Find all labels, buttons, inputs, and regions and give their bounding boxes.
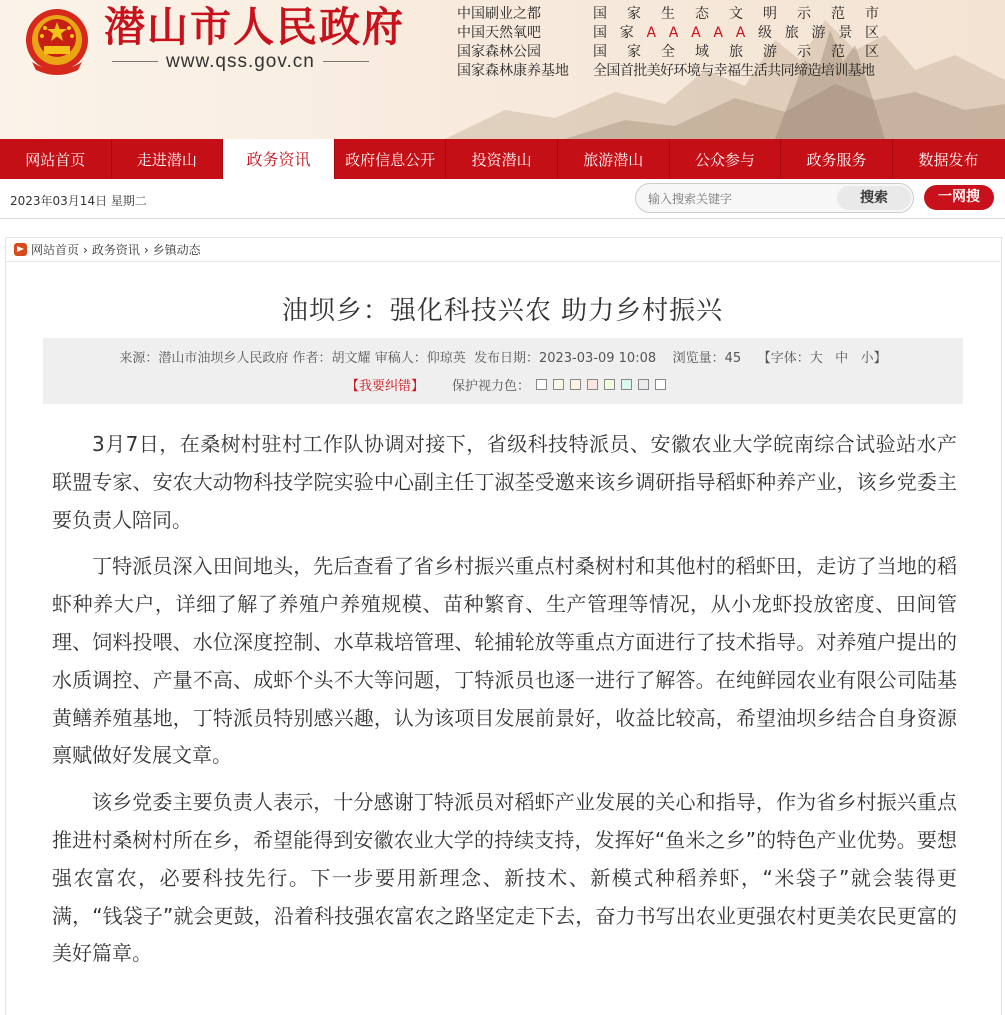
home-arrow-icon xyxy=(14,243,27,256)
honor-right xyxy=(593,43,879,62)
article-paragraph: 丁特派员深入田间地头，先后查看了省乡村振兴重点村桑树村和其他村的稻虾田，走访了当地的稻虾种养大户，详细了解了养殖户养殖规模、苗种繁育、生产管理等情况，从小龙虾投放密度、田间管理、饲料投喂、水位深度控制、水草栽培管理、轮捕轮放等重点方面进行了技术指导。对养殖户提出的水质调控、产量不高、成虾个头不大等问题，丁特派员也逐一进行了解答。在纯鲜园农业有限公司陆基黄鳝养殖基地，丁特派员特别感兴趣，认为该项目发展前景好，收益比较高，希望油坝乡结合自身资源禀赋做好发展文章。 xyxy=(52,554,957,768)
honor-char: 示 xyxy=(797,44,811,60)
eye-color-swatch[interactable] xyxy=(536,379,547,390)
honor-char: 景 xyxy=(838,25,853,41)
font-size-label: 【字体： xyxy=(757,351,810,366)
honor-char: 态 xyxy=(695,6,709,22)
honor-char: 家 xyxy=(627,44,641,60)
breadcrumb-home[interactable]: 网站首页 xyxy=(31,243,80,257)
honor-char: 游 xyxy=(763,44,777,60)
nav-item-data[interactable]: 数据发布 xyxy=(918,151,979,169)
honors-row xyxy=(457,43,879,62)
honor-char: A xyxy=(646,25,657,41)
eye-protect-label: 保护视力色： xyxy=(452,379,531,394)
honor-left: 中国刷业之都 xyxy=(457,6,541,22)
font-small-button[interactable]: 小 xyxy=(860,351,874,366)
site-url xyxy=(104,51,377,73)
main-nav xyxy=(0,139,1005,179)
honor-right xyxy=(593,24,879,43)
honor-char: 范 xyxy=(831,6,845,22)
meta-publish-date: 发布日期：2023-03-09 10:08 xyxy=(473,351,657,366)
eye-color-swatch[interactable] xyxy=(638,379,649,390)
nav-item-investment[interactable]: 投资潜山 xyxy=(446,139,558,179)
nav-item-about[interactable]: 走进潜山 xyxy=(112,139,224,179)
honor-char: 家 xyxy=(619,25,634,41)
honor-char: 明 xyxy=(763,6,777,22)
honor-char: 域 xyxy=(695,44,709,60)
honor-left: 国家森林康养基地 xyxy=(457,63,569,79)
eye-color-swatches xyxy=(530,379,666,394)
eye-color-swatch[interactable] xyxy=(621,379,632,390)
nav-item-services[interactable]: 政务服务 xyxy=(781,139,893,179)
honor-char: 级 xyxy=(758,25,773,41)
meta-views: 浏览量：45 xyxy=(672,351,742,366)
article-paragraph: 该乡党委主要负责人表示，十分感谢丁特派员对稻虾产业发展的关心和指导，作为省乡村振兴重点推进村桑树村所在乡，希望能得到安徽农业大学的持续支持，发挥好“鱼米之乡”的特色产业优势。要想强农富农，必要科技先行。下一步要用新理念、新技术、新模式种稻养虾，“米袋子”就会装得更满，“钱袋子”就会更鼓，沿着科技强农富农之路坚定走下去，奋力书写出农业更强农村更美农民更富的美好篇章。 xyxy=(52,790,957,966)
font-size-close: 】 xyxy=(873,351,887,366)
honors-row xyxy=(457,24,879,43)
site-url-text: www.qss.gov.cn xyxy=(166,51,315,72)
honor-char: 生 xyxy=(661,6,675,22)
honors-list xyxy=(457,5,879,81)
breadcrumb xyxy=(5,237,1002,262)
honor-char: 文 xyxy=(729,6,743,22)
honor-char: 国 xyxy=(593,44,607,60)
current-date: 2023年03月14日 星期二 xyxy=(10,194,147,208)
honor-char: 游 xyxy=(811,25,826,41)
honor-char: 旅 xyxy=(729,44,743,60)
url-right-dash xyxy=(323,61,369,62)
honor-char: A xyxy=(691,25,701,41)
nav-item-news[interactable]: 政务资讯 xyxy=(223,139,335,179)
meta-tools-line xyxy=(346,375,666,394)
search-input[interactable] xyxy=(646,188,830,210)
site-header xyxy=(0,0,1005,139)
honor-char: 全 xyxy=(661,44,675,60)
nav-item-tourism[interactable]: 旅游潜山 xyxy=(558,139,670,179)
honor-char: A xyxy=(713,25,723,41)
honor-char: 范 xyxy=(831,44,845,60)
article-title: 油坝乡：强化科技兴农 助力乡村振兴 xyxy=(281,296,724,326)
honor-char: 家 xyxy=(627,6,641,22)
search-box xyxy=(635,183,914,213)
article-meta xyxy=(43,338,963,404)
font-medium-button[interactable]: 中 xyxy=(835,351,849,366)
search-button[interactable]: 搜索 xyxy=(837,186,911,210)
nav-item-participation[interactable]: 公众参与 xyxy=(670,139,782,179)
eye-color-swatch[interactable] xyxy=(587,379,598,390)
breadcrumb-town-news[interactable]: 乡镇动态 xyxy=(152,243,201,257)
national-emblem-logo xyxy=(18,6,96,76)
eye-color-swatch[interactable] xyxy=(655,379,666,390)
error-report-link[interactable]: 【我要纠错】 xyxy=(346,379,425,394)
meta-reviewer: 审稿人：仰琼英 xyxy=(374,351,466,366)
honor-char: 示 xyxy=(797,6,811,22)
honor-char: 国 xyxy=(593,25,607,41)
honor-char: A xyxy=(668,25,679,41)
article-paragraph: 3月7日，在桑树村驻村工作队协调对接下，省级科技特派员、安徽农业大学皖南综合试验站水产联盟专家、安农大动物科技学院实验中心副主任丁淑荃受邀来该乡调研指导稻虾种养产业，该乡党委主要负责人陪同。 xyxy=(52,432,957,532)
breadcrumb-news[interactable]: 政务资讯 xyxy=(91,243,140,257)
utility-bar xyxy=(0,180,1005,219)
honors-row xyxy=(457,62,879,81)
yiwang-search-button[interactable]: 一网搜 xyxy=(924,185,994,210)
meta-author: 作者：胡文耀 xyxy=(292,351,371,366)
site-title[interactable]: 潜山市人民政府 xyxy=(104,3,405,51)
honor-left: 中国天然氧吧 xyxy=(457,25,541,41)
breadcrumb-separator: › xyxy=(83,243,88,257)
eye-color-swatch[interactable] xyxy=(604,379,615,390)
honor-char: 区 xyxy=(864,25,879,41)
honor-char: 区 xyxy=(865,44,879,60)
article-body xyxy=(52,426,957,982)
honor-char: 市 xyxy=(865,6,879,22)
honor-char: 国 xyxy=(593,6,607,22)
honor-right: 全国首批美好环境与幸福生活共同缔造培训基地 xyxy=(593,63,875,79)
font-large-button[interactable]: 大 xyxy=(809,351,823,366)
honor-left: 国家森林公园 xyxy=(457,44,541,60)
meta-source: 来源：潜山市油坝乡人民政府 xyxy=(119,351,289,366)
honor-right xyxy=(593,5,879,24)
eye-color-swatch[interactable] xyxy=(553,379,564,390)
honor-char: 旅 xyxy=(784,25,799,41)
honor-char: A xyxy=(735,25,746,41)
eye-color-swatch[interactable] xyxy=(570,379,581,390)
breadcrumb-separator: › xyxy=(143,243,149,257)
meta-info-line xyxy=(43,347,963,366)
nav-item-info-disclosure[interactable]: 政府信息公开 xyxy=(335,139,447,179)
nav-item-home[interactable]: 网站首页 xyxy=(0,139,112,179)
url-left-dash xyxy=(112,61,158,62)
honors-row xyxy=(457,5,879,24)
